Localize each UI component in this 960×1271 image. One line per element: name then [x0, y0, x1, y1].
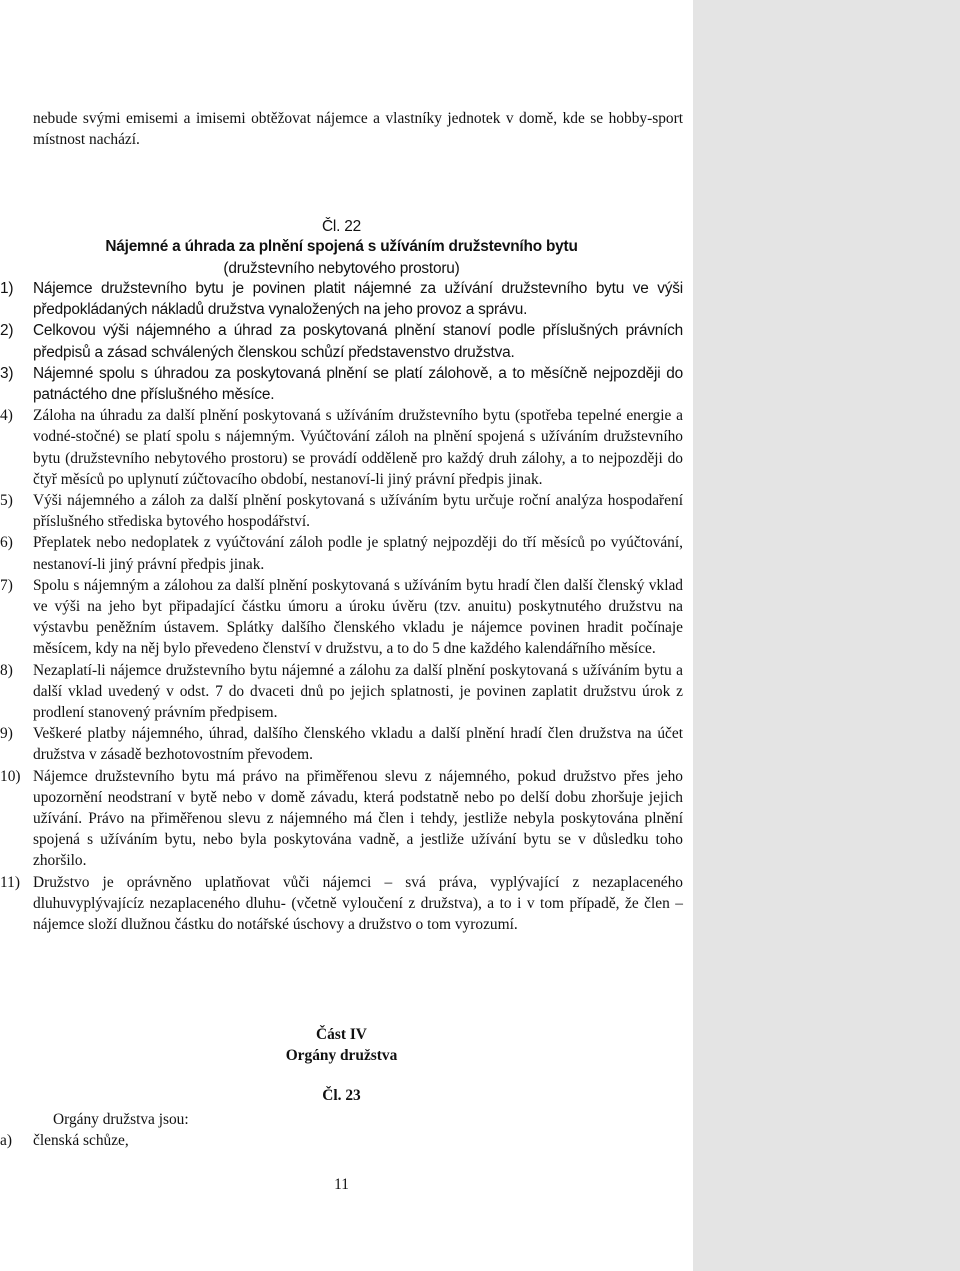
list-item [0, 660, 683, 724]
list-item [0, 575, 683, 660]
item-text: Výši nájemného a záloh za další plnění poskytovaná s užíváním bytu určuje roční analýza hospodaření příslušného střediska bytového hospodářství. [33, 492, 683, 531]
item-text: Celkovou výši nájemného a úhrad za poskytovaná plnění stanoví podle příslušných právních předpisů a zásad schválených členskou schůzí představenstvo družstva. [33, 322, 683, 361]
item-number: 4) [0, 407, 13, 425]
item-letter: a) [0, 1132, 12, 1149]
item-text: Spolu s nájemným a zálohou za další plnění poskytovaná s užíváním bytu hradí člen další členský vklad ve výši na jeho byt připadající částku úmoru a úroku úvěru (tzv. anuitu) poskytnutého družstvu na výstavbu peněžním ústavem. Splátky dalšího členského vkladu je nájemce povinen hradit počínaje měsícem, kdy na něj bylo převedeno členství v družstvu, a to do 5 dne každého kalendářního měsíce. [33, 576, 683, 658]
list-item [0, 532, 683, 574]
list-item [0, 766, 683, 872]
item-text: členská schůze, [33, 1132, 129, 1149]
item-text: Přeplatek nebo nedoplatek z vyúčtování záloh podle je splatný nejpozději do tří měsíců po vyúčtování, nestanoví-li jiný právní předpis jinak. [33, 534, 683, 573]
list-item [0, 363, 683, 405]
item-number: 6) [0, 534, 13, 552]
intro-paragraph: nebude svými emisemi a imisemi obtěžovat nájemce a vlastníky jednotek v domě, kde se hobby-sport místnost nachází. [33, 110, 683, 149]
item-number: 5) [0, 492, 13, 510]
list-item [0, 320, 683, 362]
article-23-number: Čl. 23 [322, 1087, 361, 1104]
item-text: Veškeré platby nájemného, úhrad, dalšího členského vkladu a další plnění hradí člen družstva na účet družstva v zásadě bezhotovostním převodem. [33, 725, 683, 764]
article-22-number: Čl. 22 [321, 218, 361, 235]
part-4-title: Část IV [316, 1026, 367, 1043]
item-number: 3) [0, 364, 14, 382]
item-text: Záloha na úhradu za další plnění poskytovaná s užíváním družstevního bytu (spotřeba tepelné energie a vodné-stočné) se platí spolu s nájemným. Vyúčtování záloh na plnění spojená s užíváním družstevního bytu (družstevního nebytového prostoru) se provádí odděleně pro každý druh zálohy, a to nejpozději do čtyř měsíců po uplynutí zúčtovacího období, nestanoví-li jiný právní předpis jinak. [33, 407, 683, 488]
item-number: 11) [0, 873, 20, 891]
article-22-list [0, 278, 683, 935]
item-number: 9) [0, 725, 13, 743]
item-number: 8) [0, 661, 13, 679]
comment-margin-panel [693, 0, 960, 1271]
item-number: 10) [0, 767, 21, 785]
list-item [0, 872, 683, 936]
item-text: Nájemce družstevního bytu má právo na přiměřenou slevu z nájemného, pokud družstvo přes jeho upozornění neodstraní v bytě nebo v domě závadu, která podstatně nebo po delší dobu zhoršuje jejich užívání. Právo na přiměřenou slevu z nájemného má člen i tehdy, jestliže nebyla poskytována plnění spojená s užíváním bytu, nebo byla poskytována vadně, a jestliže užívání bytu se v důsledku toho zhoršilo. [33, 767, 683, 870]
part-4-subtitle: Orgány družstva [285, 1047, 398, 1064]
item-text: Nájemce družstevního bytu je povinen platit nájemné za užívání družstevního bytu ve výši předpokládaných nákladů družstva vynaložených na jeho provoz a správu. [33, 280, 683, 319]
item-text: Nezaplatí-li nájemce družstevního bytu nájemné a zálohu za další plnění poskytovaná s užíváním bytu a další vklad uvedený v odst. 7 do dvaceti dnů po jejich splatnosti, je povinen zaplatit družstvu úrok z prodlení stanovený právním předpisem. [33, 661, 683, 722]
page-number: 11 [334, 1176, 349, 1193]
article-22-title: Nájemné a úhrada za plnění spojená s užíváním družstevního bytu [105, 238, 578, 255]
item-text: Družstvo je oprávněno uplatňovat vůči nájemci – svá práva, vyplývající z nezaplaceného dluhuvyplývajícíz nezaplaceného dluhu- (včetně vyloučení z družstva), a to i v tom případě, že člen – nájemce složí dlužnou částku do notářské úschovy a družstvo o tom vyrozumí. [33, 873, 683, 934]
list-item-a [0, 1130, 129, 1151]
item-number: 1) [0, 280, 14, 297]
article-22-subtitle: (družstevního nebytového prostoru) [223, 260, 460, 277]
item-number: 7) [0, 576, 13, 594]
list-item [0, 405, 683, 490]
organs-lead: Orgány družstva jsou: [53, 1111, 189, 1128]
list-item [0, 278, 683, 320]
item-text: Nájemné spolu s úhradou za poskytovaná plnění se platí zálohově, a to měsíčně nejpozději do patnáctého dne příslušného měsíce. [33, 364, 683, 404]
list-item [0, 490, 683, 532]
list-item [0, 723, 683, 765]
item-number: 2) [0, 322, 14, 340]
